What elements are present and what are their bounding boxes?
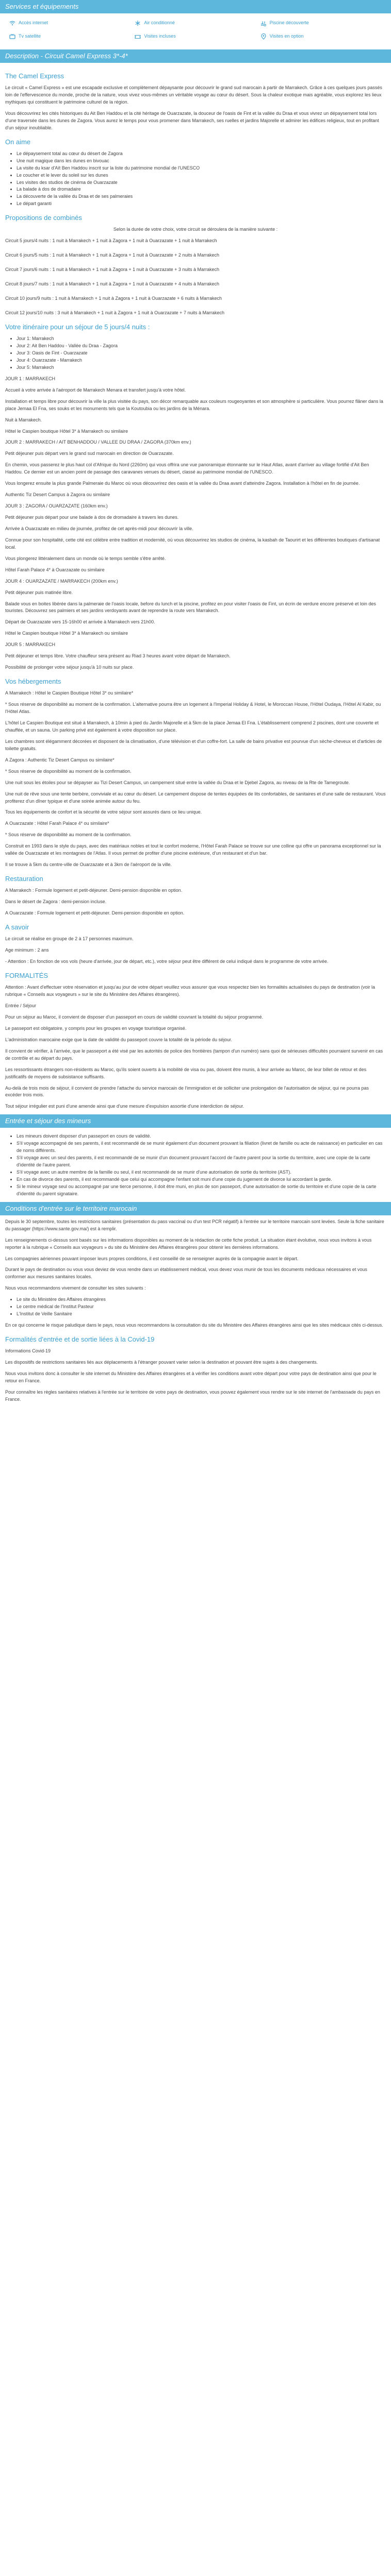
section-heading: The Camel Express [5,72,64,80]
paragraph: Les compagnies aériennes pouvant imposer leurs propres conditions, il est conseillé de se renseigner auprès de la compagnie avant le départ. [5,1256,299,1261]
service-item [9,20,135,27]
link-item[interactable]: • L'Institut de Veille Sanitaire [17,1311,386,1318]
paragraph: Arrivée à Ouarzazate en milieu de journée, profitez de cet après-midi pour découvrir la ville. [5,526,193,531]
list-item: • S'il voyage accompagné de ses parents, il est recommandé de se munir également d'un document prouvant la filiation (livret de famille ou acte de naissance) en particulier en cas de noms différents. [17,1140,386,1155]
combo-item: Circuit 8 jours/7 nuits : 1 nuit à Marrakech + 1 nuit à Zagora + 1 nuit à Ouarzazate + 4 nuits à Marrakech [5,281,219,287]
paragraph: JOUR 1 : MARRAKECH [5,376,56,381]
list-item: • Les mineurs doivent disposer d'un passeport en cours de validité. [17,1133,386,1140]
paragraph: Petit déjeuner puis départ pour une balade à dos de dromadaire à travers les dunes. [5,515,179,520]
formalities-paragraphs [5,984,386,1110]
list-item: • En cas de divorce des parents, il est recommandé que celui qui accompagne l'enfant soit muni d'une copie du jugement de divorce lui accordant la garde. [17,1176,386,1183]
paragraph: Installation et temps libre pour découvrir la ville la plus visitée du pays, son décor remarquable aux couleurs rougeoyantes et son atmosphère si particulière. Vous pourrez flâner dans la place Jemaa El Fna, ses souks et les monuments tels que la Koutoubia ou les jardins de la Ménara. [5,398,383,411]
paragraph: Possibilité de prolonger votre séjour jusqu'à 10 nuits sur place. [5,665,134,670]
description-title: Description - Circuit Camel Express 3*-4* [5,52,128,60]
paragraph: JOUR 5 : MARRAKECH [5,642,56,648]
paragraph: Départ de Ouarzazate vers 15-16h00 et arrivée à Marrakech vers 21h00. [5,619,155,625]
paragraph: Vous plongerez littéralement dans un monde où le temps semble s'être arrêté. [5,555,166,561]
service-item [135,20,260,27]
service-label: Air conditionné [144,20,175,25]
paragraph: Petit déjeuner puis départ vers le grand sud marocain en direction de Ouarzazate. [5,451,174,456]
ticket-icon [135,33,141,40]
service-label: Accès internet [19,20,48,25]
itinerary-paragraphs [5,376,386,671]
paragraph: Les ressortissants étrangers non-résidents au Maroc, qu'ils soient ouverts à la mobilité de visa ou pas, doivent être munis, à leur arrivée au Maroc, de leur billet de retour et des justificatifs de moyens de subsistance suffisants. [5,1066,367,1079]
conditions-band [0,1202,391,1215]
paragraph: Il se trouve à 5km du centre-ville de Ouarzazate et à 3km de l'aéroport de la ville. [5,862,172,868]
paragraph: Pour connaître les règles sanitaires relatives à l'entrée sur le territoire de votre pays de destination, vous pouvez également vous rendre sur le site internet de l'ambassade du pays en France. [5,1389,380,1402]
paragraph: Vous découvrirez les cités historiques du Ait Ben Haddou et la cité héritage de Ouarzazate, la douceur de l'oasis de Fint et la vallée du Draa et vous vivrez un dépaysement total lors d'une traversée dans les dunes de Zagora. Vous aurez le temps pour vous promener dans Marrakech, ses ruelles et jardins Majorelle et admirer les édifices religieux, tout en profitant d'un séjour inoubliable. [5,110,379,130]
paragraph: Hôtel Farah Palace 4* à Ouarzazate ou similaire [5,567,105,572]
minors-title: Entrée et séjour des mineurs [5,1117,91,1125]
description-content [0,63,391,1110]
paragraph: Attention : Avant d'effectuer votre réservation et jusqu'au jour de votre départ veuillez vous assurer que vous respectez bien les formalités actualisées du pays de destination (voir la rubrique « Conseils aux voyageurs » sur le site du Ministère des Affaires étrangères). [5,985,376,997]
link-item[interactable]: • Le site du Ministère des Affaires étrangères [17,1296,386,1303]
combos-intro: Selon la durée de votre choix, votre circuit se déroulera de la manière suivante : [113,227,278,232]
paragraph: Les renseignements ci-dessus sont basés sur les informations disponibles au moment de la rédaction de cette fiche produit. La situation étant évolutive, nous vous invitons à vous reporter à la rubrique « Conseils aux voyageurs » du site du Ministère des Affaires étrangères pour obtenir les dernières informations. [5,1237,372,1250]
paragraph: Une nuit de rêve sous une tente berbère, conviviale et au cœur du désert. Le campement dispose de tentes équipées de lits confortables, de sanitaires et d'une salle de restaurant. Vous profiterez d'un dîner typique et d'une soirée animée autour du feu. [5,791,386,804]
meals-heading: Restauration [5,875,43,883]
paragraph: Dans le désert de Zagora : demi-pension incluse. [5,899,107,905]
list-item: • S'il voyage avec un seul des parents, il est recommandé de se munir d'un document prouvant l'accord de l'autre parent pour la sortie du territoire, avec une copie de la carte d'identité de l'autre parent. [17,1155,386,1169]
hotels-heading: Vos hébergements [5,677,61,686]
minors-content [0,1128,391,1197]
service-label: Tv satellite [19,33,41,39]
paragraph: Age minimum : 2 ans [5,947,49,953]
list-item: • La découverte de la vallée du Draa et de ses palmeraies [17,193,386,200]
paragraph: Les dispositifs de restrictions sanitaires liés aux déplacements à l'étranger pouvant varier selon la destination et pouvant être sujets à des changements. [5,1360,318,1365]
paragraph: Le passeport est obligatoire, y compris pour les groupes en voyage touristique organisé. [5,1025,187,1031]
paragraph: - Attention : En fonction de vos vols (heure d'arrivée, jour de départ, etc.), votre séjour peut être différent de celui indiqué dans le programme de votre arrivée. [5,959,329,964]
paragraph: Il convient de vérifier, à l'arrivée, que le passeport a été visé par les autorités de police des frontières (tampon d'un numéro) sans quoi de sérieuses difficultés pourraient survenir en cas de contrôle et au départ du pays. [5,1048,383,1061]
services-grid [0,13,391,49]
paragraph: A Ouarzazate : Hôtel Farah Palace 4* ou similaire* [5,821,109,826]
list-item: • Jour 1: Marrakech [17,335,386,343]
service-label: Visites incluses [144,33,176,39]
paragraph: L'hôtel Le Caspien Boutique est situé à Marrakech, à 10min à pied du Jardin Majorelle et à 5km de la place Jemaa El Fna. L'établissement comprend 2 piscines, dont une couverte et chauffée, et un sauna. Un parking privé est également à votre disposition sur place. [5,720,379,733]
services-title: Services et équipements [5,3,79,10]
paragraph: Accueil à votre arrivée à l'aéroport de Marrakech Menara et transfert jusqu'à votre hôtel. [5,387,186,393]
paragraph: A Marrakech : Formule logement et petit-déjeuner. Demi-pension disponible en option. [5,888,183,893]
paragraph: Tout séjour irrégulier est puni d'une amende ainsi que d'une mesure d'expulsion assortie d'une interdiction de séjour. [5,1104,245,1109]
combo-item: Circuit 5 jours/4 nuits : 1 nuit à Marrakech + 1 nuit à Zagora + 1 nuit à Ouarzazate + 1 nuit à Marrakech [5,238,217,244]
paragraph: Le circuit se réalise en groupe de 2 à 17 personnes maximum. [5,936,134,942]
paragraph: Les chambres sont élégamment décorées et disposent de la climatisation, d'une télévision et d'un coffre-fort. La salle de bains privative est pourvue d'un sèche-cheveux et d'articles de toilette gratuits. [5,738,382,751]
list-item: • Jour 4: Ouarzazate - Marrakech [17,357,386,364]
service-label: Piscine découverte [269,20,309,25]
paragraph: A Marrakech : Hôtel le Caspien Boutique Hôtel 3* ou similaire* [5,690,134,696]
list-item: • Les visites des studios de cinéma de Ouarzazate [17,179,386,187]
paragraph: Au-delà de trois mois de séjour, il convient de prendre l'attache du service marocain de l'immigration et de solliciter une prolongation de l'autorisation de séjour, qui ne pourra pas excéder trois mois. [5,1085,369,1098]
map-pin-icon [260,33,267,40]
paragraph: Une nuit sous les étoiles pour se dépayser au Tizi Desert Campus, un campement situé entre la vallée du Draa et le Djebel Zagora, au niveau de la Rte de Tamegroute. [5,779,350,785]
list-item: • Jour 2: Ait Ben Haddou - Vallée du Draa - Zagora [17,343,386,350]
paragraph: JOUR 4 : OUARZAZATE / MARRAKECH (200km env.) [5,578,118,584]
combos-heading: Propositions de combinés [5,214,82,222]
paragraph: Vous longerez ensuite la plus grande Palmeraie du Maroc où vous découvrirez des oasis et la vallée du Draa avant d'atteindre Zagora. Installation à l'hôtel en fin de journée. [5,481,360,486]
paragraph: En ce qui concerne le risque paludique dans le pays, nous vous recommandons la consultation du site du Ministère des Affaires étrangères ainsi que les sites médicaux cités ci-dessus. [5,1323,383,1328]
paragraph: * Sous réserve de disponibilité au moment de la confirmation. [5,832,132,838]
tv-icon [9,33,15,40]
likes-heading: On aime [5,138,31,146]
paragraph: Petit déjeuner et temps libre. Votre chauffeur sera présent au Riad 3 heures avant votre départ de Marrakech. [5,653,231,659]
paragraph: Pour un séjour au Maroc, il convient de disposer d'un passeport en cours de validité couvrant la totalité du séjour programmé. [5,1014,263,1020]
list-item: • Si le mineur voyage seul ou accompagné par une tierce personne, il doit être muni, en plus de son passeport, d'une autorisation de sortie du territoire et d'une copie de la carte d'identité du parent signataire. [17,1183,386,1198]
list-item: • Une nuit magique dans les dunes en bivouac [17,158,386,165]
paragraph: * Sous réserve de disponibilité au moment de la confirmation. L'alternative pourra être un logement à l'Imperial Holiday & Hotel, le Moroccan House, l'Hôtel Oudaya, l'Hôtel Al Kabir, ou l'Hôtel Atlas. [5,702,381,715]
services-band [0,0,391,13]
paragraph: En chemin, vous passerez le plus haut col d'Afrique du Nord (2260m) qui vous offrira une vue panoramique étonnante sur le Haut Atlas, avant d'arriver au village fortifié d'Ait Ben Haddou. Ce dernier est un ancien point de passage des caravanes venues du désert, classé au patrimoine mondial de l'UNESCO. [5,462,369,475]
combo-item: Circuit 12 jours/10 nuits : 3 nuit à Marrakech + 1 nuit à Zagora + 1 nuit à Ouarzazate + 7 nuits à Marrakech [5,310,224,316]
paragraph: A Ouarzazate : Formule logement et petit-déjeuner. Demi-pension disponible en option. [5,910,185,916]
combo-item: Circuit 7 jours/6 nuits : 1 nuit à Marrakech + 1 nuit à Zagora + 1 nuit à Ouarzazate + 3 nuits à Marrakech [5,267,219,273]
list-item: • Jour 3: Oasis de Fint - Ouarzazate [17,350,386,357]
list-item: • La visite du ksar d'Aït Ben Haddou inscrit sur la liste du patrimoine mondial de l'UNESCO [17,165,386,172]
list-item: • S'il voyage avec un autre membre de la famille ou seul, il est recommandé de se munir d'une autorisation de sortie du territoire (AST). [17,1169,386,1176]
paragraph: A Zagora : Authentic Tiz Desert Campus ou similaire* [5,757,115,762]
paragraph: Nuit à Marrakech. [5,417,42,422]
snowflake-icon [135,20,141,26]
paragraph: Connue pour son hospitalité, cette cité est célèbre entre tradition et modernité, où vous découvrirez les studios de cinéma, la kasbah de Taourirt et les différentes boutiques d'artisanat local. [5,537,380,550]
formalities-heading: FORMALITÉS [5,971,48,979]
paragraph: Entrée / Séjour [5,1003,37,1008]
list-item: • Le coucher et le lever du soleil sur les dunes [17,172,386,179]
paragraph: Hôtel le Caspien boutique Hôtel 3* à Marrakech ou similaire [5,428,128,434]
itinerary-heading: Votre itinéraire pour un séjour de 5 jours/4 nuits : [5,323,150,331]
wifi-icon [9,20,15,26]
minors-band [0,1114,391,1128]
list-item: • Le dépaysement total au cœur du désert de Zagora [17,150,386,158]
paragraph: Petit déjeuner puis matinée libre. [5,589,73,595]
minors-list [17,1133,386,1197]
pool-icon [260,20,267,26]
itinerary-days [17,335,386,371]
paragraph: JOUR 3 : ZAGORA / OUARZAZATE (160km env.) [5,503,108,509]
list-item: • Jour 5: Marrakech [17,364,386,371]
paragraph: Le circuit « Camel Express » est une escapade exclusive et complètement dépaysante pour découvrir le grand sud marocain à partir de Marrakech. Grâce à ces quelques jours passés loin de l'effervescence du monde, proche de la nature, vous vivez vous-mêmes un véritable voyage au cœur du désert. Sous la chaleur exotique mais agréable, vous explorez les lieux mythiques qui constituent le patrimoine culturel de la région. [5,85,382,105]
paragraph: Durant le pays de destination ou vous vous deviez de vous rendre dans un établissement médical, vous devez vous munir de tous les documents médicaux nécessaires et vous conformer aux mesures sanitaires locales. [5,1267,367,1280]
covid-heading: Formalités d'entrée et de sortie liées à la Covid-19 [5,1335,155,1343]
paragraph: Authentic Tiz Desert Campus à Zagora ou similaire [5,492,110,498]
service-item [9,33,135,40]
conditions-links [17,1296,386,1318]
paragraph: Hôtel le Caspien boutique Hôtel 3* à Marrakech ou similaire [5,631,128,636]
list-item: • La balade à dos de dromadaire [17,186,386,193]
service-label: Visites en option [269,33,304,39]
conditions-title: Conditions d'entrée sur le territoire marocain [5,1204,137,1212]
paragraph: Nous vous invitons donc à consulter le site internet du Ministère des Affaires étrangères et à vérifier les conditions avant votre départ pour votre pays de destination ainsi que pour le retour en France. [5,1371,377,1383]
paragraph: * Sous réserve de disponibilité au moment de la confirmation. [5,768,132,774]
paragraph: Construit en 1993 dans le style du pays, avec des matériaux nobles et tout le confort moderne, l'Hôtel Farah Palace se trouve sur une colline qui offre un panorama exceptionnel sur la vallée de Ouarzazate et les montagnes de l'Atlas. Il vous permet de profiter d'une piscine extérieure, d'un restaurant et d'un bar. [5,843,381,856]
service-item [260,33,386,40]
combo-item: Circuit 6 jours/5 nuits : 1 nuit à Marrakech + 1 nuit à Zagora + 1 nuit à Ouarzazate + 2 nuits à Marrakech [5,252,219,258]
paragraph: Tous les équipements de confort et la sécurité de votre séjour sont assurés dans ce lieu unique. [5,809,202,815]
paragraph: Informations Covid-19 [5,1348,51,1354]
paragraph: Depuis le 30 septembre, toutes les restrictions sanitaires (présentation du pass vaccinal ou d'un test PCR négatif) à l'entrée sur le territoire marocain sont levées. Seule la fiche sanitaire du passager (https://www.sante.gov.ma/) est à remplir. [5,1218,384,1231]
description-band [0,49,391,63]
service-item [260,20,386,27]
combo-item: Circuit 10 jours/9 nuits : 1 nuit à Marrakech + 1 nuit à Zagora + 1 nuit à Ouarzazate + 6 nuits à Marrakech [5,296,222,301]
know-heading: A savoir [5,923,29,931]
paragraph: Balade vous en boites libérée dans la palmeraie de l'oasis locale, before du lunch et la piscine, profitez en pour visiter l'oasis de Fint, un écrin de verdure encore préservé et loin des touristes. Découvrez ses palmiers et ses jardins verdoyants avant de reprendre la route vers Marrakech. [5,601,376,614]
hotels-paragraphs [5,690,386,869]
list-item: • Le départ garanti [17,200,386,208]
conditions-content [0,1215,391,1403]
paragraph: Nous vous recommandons vivement de consulter les sites suivants : [5,1285,146,1291]
likes-list [17,150,386,208]
link-item[interactable]: • Le centre médical de l'Institut Pasteur [17,1303,386,1311]
paragraph: L'administration marocaine exige que la date de validité du passeport couvre la totalité de la période du séjour. [5,1037,232,1042]
service-item [135,33,260,40]
paragraph: JOUR 2 : MARRAKECH / AIT BENHADDOU / VALLEE DU DRAA / ZAGORA (370km env.) [5,439,191,445]
